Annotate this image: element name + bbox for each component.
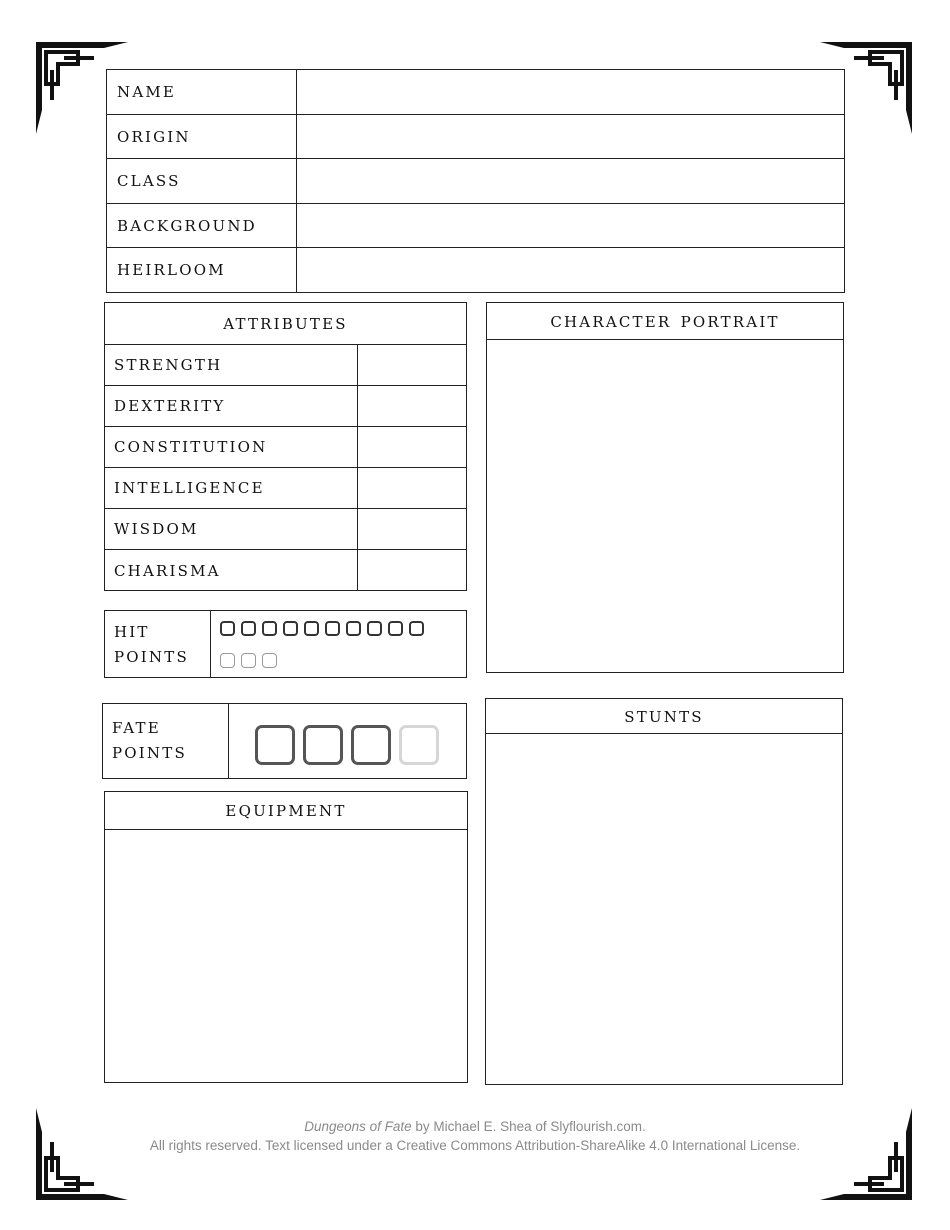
heirloom-label: heirloom xyxy=(117,256,226,282)
identity-row-name xyxy=(107,70,844,115)
attribute-row-intelligence xyxy=(105,468,466,509)
hit-points-divider xyxy=(210,611,211,677)
attribute-row-constitution xyxy=(105,427,466,468)
portrait-area[interactable] xyxy=(487,340,843,672)
fate-point-checkbox[interactable] xyxy=(351,725,391,765)
hit-points-label xyxy=(114,618,189,668)
attribute-row-wisdom xyxy=(105,509,466,550)
identity-row-background xyxy=(107,204,844,249)
hit-point-checkbox[interactable] xyxy=(325,621,340,636)
fate-point-checkbox[interactable] xyxy=(303,725,343,765)
dexterity-label: dexterity xyxy=(114,392,226,418)
character-portrait-panel xyxy=(486,302,844,673)
footer xyxy=(0,1117,950,1155)
name-label: name xyxy=(117,78,177,103)
equipment-header xyxy=(105,792,467,830)
hit-points-panel xyxy=(104,610,467,678)
hit-point-checkbox[interactable] xyxy=(283,621,298,636)
fate-points-label-line1: fate xyxy=(112,714,161,739)
identity-row-origin xyxy=(107,115,844,160)
fate-points-label xyxy=(112,714,187,764)
hit-point-checkbox[interactable] xyxy=(388,621,403,636)
constitution-label: constitution xyxy=(114,433,268,459)
fate-points-panel xyxy=(102,703,467,779)
hit-points-label-line2: points xyxy=(114,643,189,668)
hit-point-checkbox[interactable] xyxy=(409,621,424,636)
attribute-row-charisma xyxy=(105,551,466,592)
intelligence-label: intelligence xyxy=(114,474,265,500)
fate-points-label-line2: points xyxy=(112,739,187,764)
identity-table xyxy=(106,69,845,293)
portrait-header xyxy=(487,303,843,340)
attributes-header xyxy=(105,303,466,345)
fate-points-divider xyxy=(228,704,229,778)
fate-point-checkbox[interactable] xyxy=(399,725,439,765)
footer-credit xyxy=(0,1117,950,1136)
strength-label: strength xyxy=(114,351,223,376)
portrait-title: character portrait xyxy=(550,308,780,333)
attributes-title: attributes xyxy=(223,310,348,335)
equipment-title: equipment xyxy=(225,797,347,822)
stunts-panel xyxy=(485,698,843,1085)
hit-point-checkbox[interactable] xyxy=(220,653,235,668)
class-label: class xyxy=(117,167,181,193)
stunts-title: stunts xyxy=(624,703,704,728)
hit-point-checkbox[interactable] xyxy=(304,621,319,636)
equipment-panel xyxy=(104,791,468,1083)
background-label: background xyxy=(117,211,257,237)
charisma-label: charisma xyxy=(114,556,221,582)
attribute-row-strength xyxy=(105,345,466,386)
hit-point-checkbox[interactable] xyxy=(241,653,256,668)
origin-label: origin xyxy=(117,122,191,148)
hit-point-checkbox[interactable] xyxy=(367,621,382,636)
hit-point-checkbox[interactable] xyxy=(262,621,277,636)
license-text: All rights reserved. Text licensed under a Creative Commons Attribution-ShareAlike 4.0 International License. xyxy=(149,1138,801,1153)
stunts-area[interactable] xyxy=(486,734,842,1084)
wisdom-label: wisdom xyxy=(114,515,199,541)
stunts-header xyxy=(486,699,842,734)
attributes-panel xyxy=(104,302,467,591)
hit-point-checkbox[interactable] xyxy=(220,621,235,636)
attribute-row-dexterity xyxy=(105,386,466,427)
equipment-area[interactable] xyxy=(105,830,467,1082)
byline: by Michael E. Shea of Slyflourish.com. xyxy=(411,1119,646,1134)
hit-points-label-line1: hit xyxy=(114,618,150,643)
fate-point-checkbox[interactable] xyxy=(255,725,295,765)
hit-point-checkbox[interactable] xyxy=(262,653,277,668)
identity-row-class xyxy=(107,159,844,204)
identity-row-heirloom xyxy=(107,248,844,293)
book-title: Dungeons of Fate xyxy=(304,1119,412,1134)
hit-point-checkbox[interactable] xyxy=(241,621,256,636)
hit-point-checkbox[interactable] xyxy=(346,621,361,636)
